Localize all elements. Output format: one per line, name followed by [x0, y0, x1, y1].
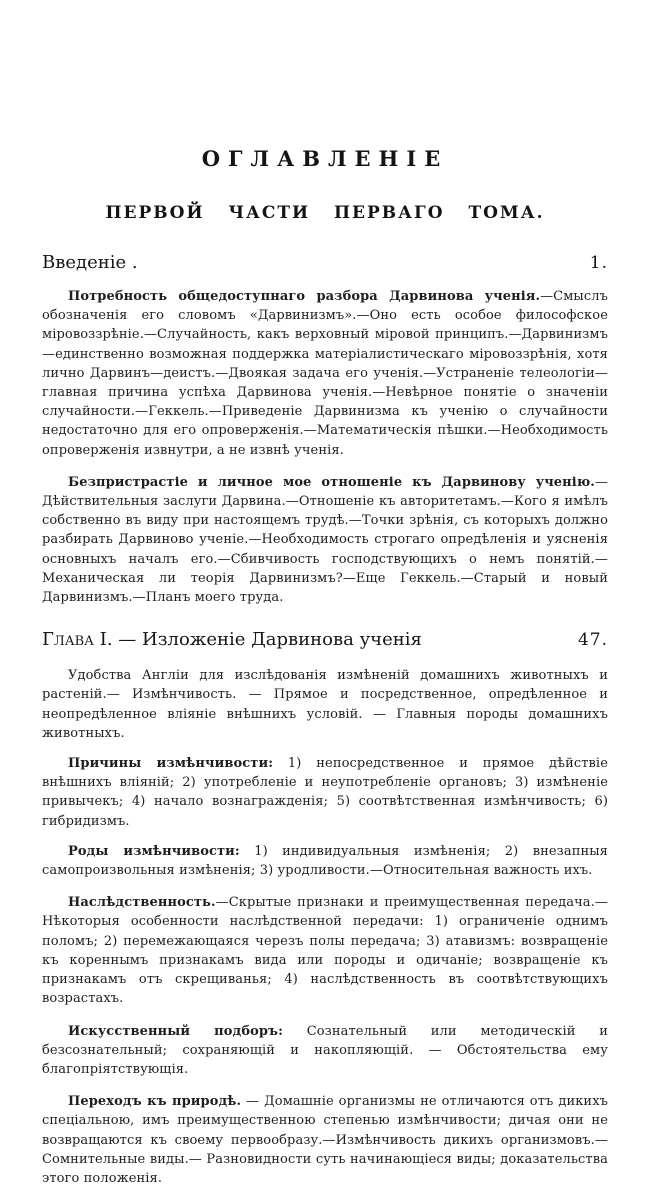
paragraph-text: Удобства Англіи для изслѣдованія измѣненій домашнихъ животныхъ и растеній.— Измѣнчивость. — Прямое и посредственное, опредѣленное и неопредѣленное вліяніе внѣшнихъ условій. — Главныя породы домашнихъ животныхъ. [42, 668, 608, 741]
paragraph-lead: Искусственный подборъ: [68, 1023, 284, 1039]
toc-entry-chapter-1-page-number: 47. [577, 630, 608, 651]
introduction-summary-paragraph [42, 473, 608, 607]
paragraph-text: Сознательный или методическій и безсознательный; сохраняющій и накопляющій. — Обстоятельства ему благопріятствующія. [42, 1023, 608, 1077]
paragraph-text: —Дѣйствительныя заслуги Дарвина.—Отношеніе къ авторитетамъ.—Кого я имѣлъ собственно въ виду при настоящемъ трудѣ.—Точки зрѣнія, съ которыхъ должно разбирать Дарвиново ученіе.—Необходимость строгаго опредѣленія и уясненія основныхъ началъ его.—Сбивчивость господствующихъ о немъ понятій.—Механическая ли теорія Дарвинизмъ?—Еще Геккель.—Старый и новый Дарвинизмъ.—Планъ моего труда. [42, 474, 608, 606]
chapter-summary-paragraph [42, 1092, 608, 1188]
paragraph-lead: Потребность общедоступнаго разбора Дарвинова ученія. [68, 289, 541, 304]
toc-entry-introduction-page-number: 1. [589, 253, 608, 273]
page-title: ОГЛАВЛЕНІЕ [201, 146, 449, 171]
chapter-summary-paragraph [42, 842, 608, 880]
paragraph-text: —Скрытые признаки и преимущественная передача.—Нѣкоторыя особенности наслѣдственной передачи: 1) ограниченіе однимъ поломъ; 2) перемежающаяся черезъ полы передача; 3) атавизмъ: возвращеніе къ кореннымъ признакамъ вида или породы и одичаніе; возвращеніе къ признакамъ отъ скрещиванья; 4) наслѣдственность въ соотвѣтствующихъ возрастахъ. [42, 895, 608, 1007]
chapter-summary-paragraph [42, 893, 608, 1008]
paragraph-lead: Причины измѣнчивости: [68, 756, 274, 772]
toc-entry-introduction-label: Введеніе . [42, 252, 138, 273]
paragraph-text: — Домашніе организмы не отличаются отъ дикихъ спеціальною, имъ преимущественною степенью измѣнчивости; дичая они не возвращаются къ своему первообразу.—Измѣнчивость дикихъ организмовъ.—Сомнительные виды.— Разновидности суть начинающіеся виды; доказательства этого положенія. [42, 1094, 608, 1186]
chapter-summary-paragraph [42, 1022, 608, 1080]
chapter-summary-paragraph [42, 666, 608, 743]
chapter-number: Глава I. [42, 629, 113, 651]
paragraph-lead: Безпристрастіе и личное мое отношеніе къ Дарвинову ученію. [68, 474, 595, 490]
toc-entry-introduction [42, 252, 608, 273]
toc-entry-chapter-1-label [42, 629, 422, 650]
paragraph-text: 1) индивидуальныя измѣненія; 2) внезапныя самопроизвольныя измѣненія; 3) уродливости.—Относительная важность ихъ. [42, 843, 608, 879]
toc-entry-chapter-1 [42, 629, 608, 650]
chapter-summary-paragraph [42, 754, 608, 831]
paragraph-text: —Смыслъ обозначенія его словомъ «Дарвинизмъ».—Оно есть особое философское міровоззрѣніе.—Случайность, какъ верховный міровой принципъ.—Дарвинизмъ—единственно возможная поддержка матеріалистическаго міровоззрѣнія, хотя лично Дарвинъ—деистъ.—Двоякая задача его ученія.—Устраненіе телеологіи—главная причина успѣха Дарвинова ученія.—Невѣрное понятіе о значеніи случайности.—Геккель.—Приведеніе Дарвинизма къ ученію о случайности недостаточно для его опроверженія.—Математическія пѣшки.—Необходимость опроверженія извнутри, а не извнѣ ученія. [42, 289, 608, 458]
paragraph-lead: Роды измѣнчивости: [68, 843, 240, 859]
paragraph-text: 1) непосредственное и прямое дѣйствіе внѣшнихъ вліяній; 2) употребленіе и неупотребленіе органовъ; 3) измѣненіе привычекъ; 4) начало вознагражденія; 5) соотвѣтственная измѣнчивость; 6) гибридизмъ. [42, 756, 608, 829]
paragraph-lead: Переходъ къ природѣ. [68, 1094, 242, 1110]
page-subtitle: ПЕРВОЙ ЧАСТИ ПЕРВАГО ТОМА. [105, 203, 545, 223]
introduction-summary-paragraph [42, 287, 608, 460]
chapter-title: — Изложеніе Дарвинова ученія [112, 629, 422, 651]
paragraph-lead: Наслѣдственность. [68, 895, 216, 911]
